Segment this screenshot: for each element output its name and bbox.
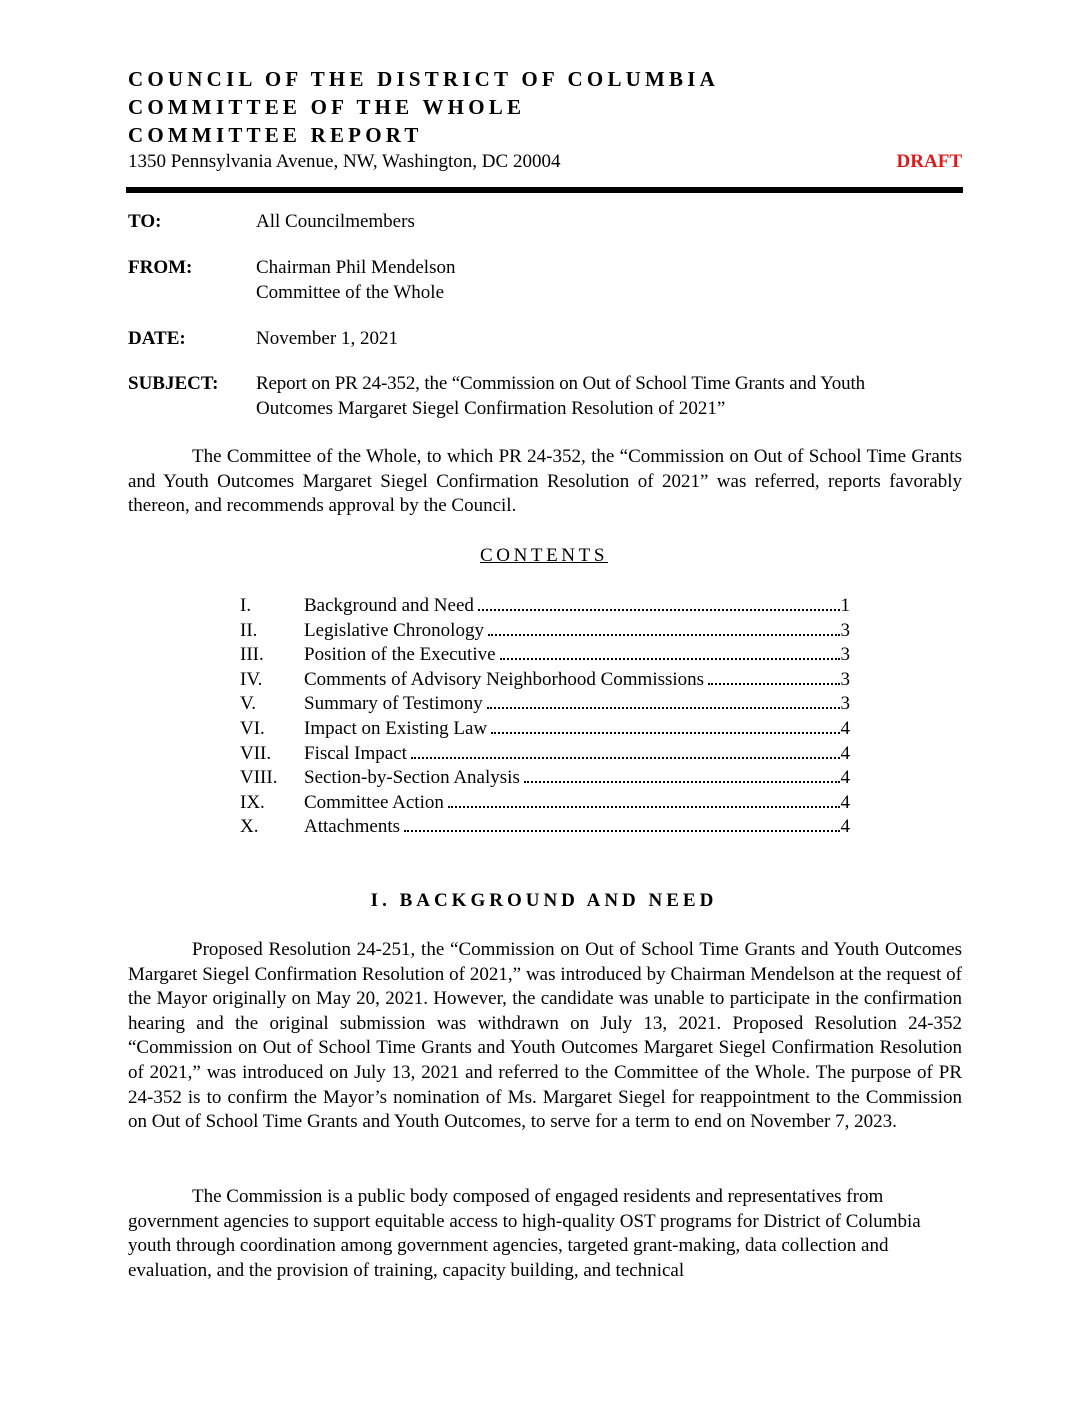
header-report: COMMITTEE REPORT [128, 123, 423, 147]
toc-leader-dots [488, 620, 840, 636]
toc-row [240, 766, 850, 791]
toc-page-number: 4 [840, 717, 850, 739]
subject-label: SUBJECT: [128, 373, 219, 394]
toc-title: Background and Need [304, 595, 474, 616]
toc-page-number: 3 [840, 693, 850, 715]
date-value: November 1, 2021 [256, 328, 398, 349]
toc-title: Legislative Chronology [304, 619, 484, 641]
header-rule [126, 187, 963, 193]
background-paragraph-2: The Commission is a public body composed of engaged residents and representatives from government agencies to support equitable access to high-quality OST programs for District of Columbia youth through coordination among government agencies, targeted grant-making, data collection and evaluation, and the provision of training, capacity building, and technical [128, 1186, 921, 1281]
toc-row [240, 742, 850, 767]
toc-row [240, 815, 850, 840]
intro-paragraph: The Committee of the Whole, to which PR 24-352, the “Commission on Out of School Time Grants and Youth Outcomes Margaret Siegel Confirmation Resolution of 2021” was referred, reports favorably thereon, and recommends approval by the Council. [128, 446, 962, 517]
toc-leader-dots [491, 718, 839, 734]
date-label: DATE: [128, 328, 186, 349]
toc-title: Impact on Existing Law [304, 717, 488, 739]
table-of-contents [240, 594, 850, 840]
toc-number: VIII. [240, 767, 278, 789]
contents-title: CONTENTS [479, 545, 609, 566]
toc-leader-dots [500, 644, 840, 660]
header-address-row [128, 150, 962, 174]
header-council: COUNCIL OF THE DISTRICT OF COLUMBIA [128, 67, 719, 91]
toc-number: IX. [240, 791, 265, 813]
toc-title: Committee Action [304, 791, 444, 813]
toc-leader-dots [404, 816, 839, 832]
from-label: FROM: [128, 257, 193, 278]
toc-row [240, 692, 850, 717]
from-value-name: Chairman Phil Mendelson [256, 257, 456, 278]
toc-page-number: 4 [840, 816, 850, 838]
toc-number: VI. [240, 717, 265, 739]
toc-leader-dots [524, 767, 840, 783]
toc-leader-dots [708, 669, 839, 685]
toc-row [240, 594, 850, 619]
toc-number: I. [240, 595, 252, 616]
draft-label: DRAFT [896, 151, 962, 172]
header-address: 1350 Pennsylvania Avenue, NW, Washington, DC 20004 [128, 151, 561, 172]
toc-title: Comments of Advisory Neighborhood Commissions [304, 668, 705, 690]
from-value-committee: Committee of the Whole [256, 282, 445, 303]
toc-number: III. [240, 644, 264, 666]
background-paragraph-1: Proposed Resolution 24-251, the “Commission on Out of School Time Grants and Youth Outcomes Margaret Siegel Confirmation Resolution of 2021,” was introduced by Chairman Mendelson at the request of the Mayor originally on May 20, 2021. However, the candidate was unable to participate in the confirmation hearing and the original submission was withdrawn on July 13, 2021. Proposed Resolution 24-352 “Commission on Out of School Time Grants and Youth Outcomes Margaret Siegel Confirmation Resolution of 2021,” was introduced on July 13, 2021 and referred to the Committee of the Whole. The purpose of PR 24-352 is to confirm the Mayor’s nomination of Ms. Margaret Siegel for reappointment to the Commission on Out of School Time Grants and Youth Outcomes, to serve for a term to end on November 7, 2023. [128, 939, 962, 1133]
toc-page-number: 3 [840, 644, 850, 666]
toc-page-number: 3 [840, 619, 850, 641]
toc-title: Fiscal Impact [304, 742, 407, 764]
header-committee: COMMITTEE OF THE WHOLE [128, 95, 526, 119]
toc-leader-dots [478, 595, 840, 611]
toc-title: Position of the Executive [304, 644, 496, 666]
toc-page-number: 1 [840, 595, 850, 616]
toc-page-number: 3 [840, 668, 850, 690]
toc-leader-dots [448, 792, 840, 808]
toc-row [240, 619, 850, 644]
toc-leader-dots [411, 743, 840, 759]
subject-value-line1: Report on PR 24-352, the “Commission on Out of School Time Grants and Youth [256, 373, 865, 394]
toc-page-number: 4 [840, 742, 850, 764]
toc-number: IV. [240, 668, 263, 690]
toc-page-number: 4 [840, 791, 850, 813]
subject-value-line2: Outcomes Margaret Siegel Confirmation Resolution of 2021” [256, 398, 726, 419]
toc-row [240, 668, 850, 693]
toc-title: Section-by-Section Analysis [304, 767, 520, 789]
to-label: TO: [128, 211, 162, 232]
toc-title: Attachments [304, 816, 401, 838]
section-title-background: I. BACKGROUND AND NEED [370, 890, 718, 911]
toc-number: VII. [240, 742, 272, 764]
toc-page-number: 4 [840, 767, 850, 789]
toc-row [240, 643, 850, 668]
toc-row [240, 791, 850, 816]
toc-number: II. [240, 619, 258, 641]
toc-leader-dots [487, 693, 840, 709]
toc-number: X. [240, 816, 259, 838]
toc-title: Summary of Testimony [304, 693, 483, 715]
to-value: All Councilmembers [256, 211, 415, 232]
toc-row [240, 717, 850, 742]
toc-number: V. [240, 693, 257, 715]
